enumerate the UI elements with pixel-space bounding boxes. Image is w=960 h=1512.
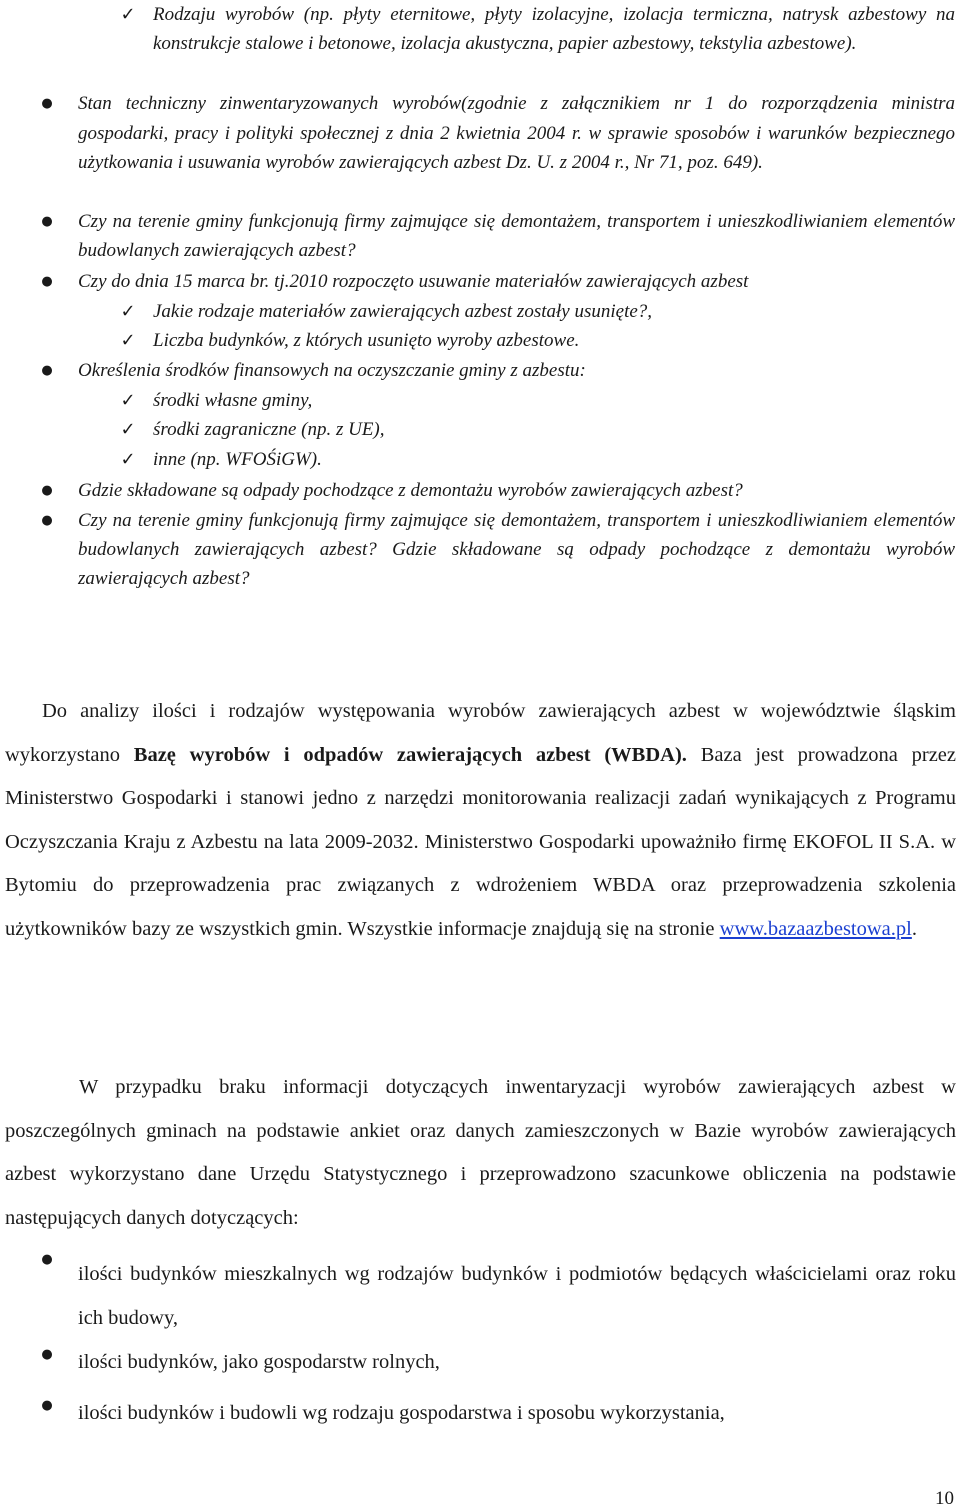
data-list-item-budowle: ilości budynków i budowli wg rodzaju gospodarstwa i sposobu wykorzystania, bbox=[78, 1402, 725, 1424]
list-item-liczba-budynkow: Liczba budynków, z których usunięto wyroby azbestowe. bbox=[153, 330, 580, 351]
checkmark-icon: ✓ bbox=[120, 4, 136, 25]
list-item-firmy-demontaz: Czy na terenie gminy funkcjonują firmy zajmujące się demontażem, transportem i unieszkodliwianiem elementów budowlanych zawierających azbest? bbox=[78, 211, 955, 261]
bullet-icon: ● bbox=[41, 1347, 53, 1362]
paragraph-wbda-rest: Baza jest prowadzona przez Ministerstwo Gospodarki i stanowi jedno z narzędzi monitorowania realizacji zadań wynikających z Programu Oczyszczania Kraju z Azbestu na lata 2009-2032. Ministerstwo Gospodarki upoważniło firmę EKOFOL II S.A. w Bytomiu do przeprowadzenia prac związanych z wdrożeniem WBDA oraz przeprowadzenia szkolenia użytkowników bazy ze wszystkich gmin. Wszystkie informacje znajdują się na stronie bbox=[5, 743, 956, 940]
list-item-rodzaj-wyrobow: Rodzaju wyrobów (np. płyty eternitowe, płyty izolacyjne, izolacja termiczna, natrysk azbestowy na konstrukcje stalowe i betonowe, izolacja akustyczna, papier azbestowy, tekstylia azbestowe). bbox=[153, 4, 955, 54]
paragraph-wbda-lead: Do analizy ilości i rodzajów występowania wyrobów zawierających azbest w województwie śląskim wykorzystano bbox=[5, 700, 956, 766]
bullet-icon: ● bbox=[41, 214, 53, 229]
paragraph-wbda-bold: Bazę wyrobów i odpadów zawierających azbest (WBDA). bbox=[133, 743, 687, 766]
paragraph-brak-informacji: W przypadku braku informacji dotyczących inwentaryzacji wyrobów zawierających azbest w poszczególnych gminach na podstawie ankiet oraz danych zamieszczonych w Bazie wyrobów zawierających azbest wykorzystano dane Urzędu Statystycznego i przeprowadzono szacunkowe obliczenia na podstawie następujących danych dotyczących: bbox=[5, 1076, 956, 1229]
list-item-srodki-wlasne: środki własne gminy, bbox=[153, 390, 313, 411]
paragraph-wbda bbox=[5, 690, 956, 951]
list-item-inne: inne (np. WFOŚiGW). bbox=[153, 449, 322, 470]
bullet-icon: ● bbox=[41, 363, 53, 378]
bazaazbestowa-link[interactable]: www.bazaazbestowa.pl bbox=[719, 917, 912, 940]
bullet-icon: ● bbox=[41, 483, 53, 498]
bullet-icon: ● bbox=[41, 1252, 53, 1267]
list-item-usuwanie-2010: Czy do dnia 15 marca br. tj.2010 rozpoczęto usuwanie materiałów zawierających azbest bbox=[78, 271, 749, 292]
page-number: 10 bbox=[935, 1488, 954, 1509]
bullet-icon: ● bbox=[41, 513, 53, 528]
checkmark-icon: ✓ bbox=[120, 419, 136, 440]
list-item-srodki-finansowe: Określenia środków finansowych na oczyszczanie gminy z azbestu: bbox=[78, 360, 586, 381]
data-list-item-gospodarstwa: ilości budynków, jako gospodarstw rolnych, bbox=[78, 1351, 440, 1373]
bullet-icon: ● bbox=[41, 1398, 53, 1413]
list-item-stan-techniczny: Stan techniczny zinwentaryzowanych wyrobów(zgodnie z załącznikiem nr 1 do rozporządzenia ministra gospodarki, pracy i polityki społecznej z dnia 2 kwietnia 2004 r. w sprawie sposobów i warunków bezpiecznego użytkowania i usuwania wyrobów zawierających azbest Dz. U. z 2004 r., Nr 71, poz. 649). bbox=[78, 93, 955, 173]
checkmark-icon: ✓ bbox=[120, 330, 136, 351]
data-list-item-mieszkalne: ilości budynków mieszkalnych wg rodzajów budynków i podmiotów będących właścicielami oraz roku ich budowy, bbox=[78, 1263, 956, 1329]
checkmark-icon: ✓ bbox=[120, 449, 136, 470]
checkmark-icon: ✓ bbox=[120, 301, 136, 322]
list-item-srodki-zagraniczne: środki zagraniczne (np. z UE), bbox=[153, 419, 385, 440]
checkmark-icon: ✓ bbox=[120, 390, 136, 411]
list-item-rodzaje-usuniete: Jakie rodzaje materiałów zawierających azbest zostały usunięte?, bbox=[153, 301, 653, 322]
bullet-icon: ● bbox=[41, 274, 53, 289]
list-item-gdzie-skladowane: Gdzie składowane są odpady pochodzące z demontażu wyrobów zawierających azbest? bbox=[78, 480, 743, 501]
list-item-firmy-i-skladowanie: Czy na terenie gminy funkcjonują firmy zajmujące się demontażem, transportem i unieszkodliwianiem elementów budowlanych zawierających azbest? Gdzie składowane są odpady pochodzące z demontażu wyrobów zawierających azbest? bbox=[78, 510, 955, 589]
bullet-icon: ● bbox=[41, 96, 53, 111]
paragraph-wbda-end: . bbox=[911, 917, 917, 940]
